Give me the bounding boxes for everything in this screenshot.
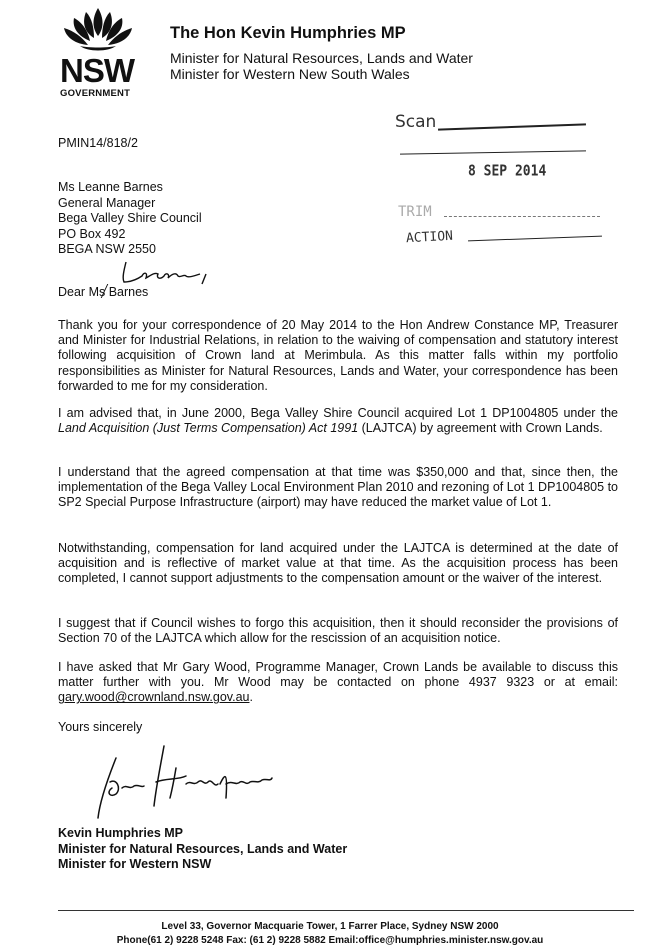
body-paragraph-1: Thank you for your correspondence of 20 May 2014 to the Hon Andrew Constance MP, Treasurer and Minister for Industrial Relations, in relation to the waiving of compensation and statutory interest following acquisition of Crown land at Merimbula. As this matter falls within my portfolio responsibilities as Minister for Natural Resources, Lands and Water, your correspondence has been forwarded to me for my consideration. <box>58 318 618 393</box>
body-paragraph-5: I suggest that if Council wishes to forgo this acquisition, then it should reconsider the provisions of Section 70 of the LAJTCA which allow for the rescission of an acquisition notice. <box>58 616 618 646</box>
recipient-title: General Manager <box>58 195 156 210</box>
body-paragraph-6: I have asked that Mr Gary Wood, Programme Manager, Crown Lands be available to discuss this matter further with you. Mr Wood may be contacted on phone 4937 9323 or at email: gary.wood@crownland.nsw.gov.au. <box>58 660 618 705</box>
salutation: Dear Ms Barnes <box>58 285 149 299</box>
body-paragraph-3: I understand that the agreed compensation at that time was $350,000 and that, since then, the implementation of the Bega Valley Local Environment Plan 2010 and rezoning of Lot 1 DP1004805 to SP2 Special Purpose Infrastructure (airport) may have reduced the market value of Lot 1. <box>58 465 618 510</box>
handwritten-signature <box>86 738 306 828</box>
reference-number: PMIN14/818/2 <box>58 136 138 150</box>
handwritten-leanne-annotation <box>116 258 226 288</box>
footer-contact: Phone(61 2) 9228 5248 Fax: (61 2) 9228 5882 Email:office@humphries.minister.nsw.gov.au <box>116 935 544 946</box>
minister-name: The Hon Kevin Humphries MP <box>170 24 406 42</box>
received-stamp <box>392 108 622 248</box>
logo-wordmark: NSW <box>60 52 134 89</box>
body-paragraph-4: Notwithstanding, compensation for land acquired under the LAJTCA is determined at the date of acquisition and is reflective of market value at that time. As the acquisition process has been completed, I cannot support adjustments to the compensation amount or the waiver of the interest. <box>58 541 618 586</box>
stamp-date: 8 SEP 2014 <box>468 162 547 181</box>
portfolio-line-2: Minister for Western New South Wales <box>170 66 410 82</box>
waratah-icon <box>58 6 138 56</box>
recipient-address <box>58 180 202 258</box>
stamp-trim-label: TRIM <box>398 204 432 220</box>
logo-subtitle: GOVERNMENT <box>60 88 131 99</box>
signatory-name: Kevin Humphries MP <box>58 826 184 840</box>
recipient-town: BEGA NSW 2550 <box>58 242 156 256</box>
footer-address: Level 33, Governor Macquarie Tower, 1 Farrer Place, Sydney NSW 2000 <box>161 921 499 932</box>
recipient-name: Ms Leanne Barnes <box>58 180 163 194</box>
stamp-blank-line <box>400 150 586 154</box>
footer-divider <box>58 910 634 911</box>
stamp-scan-label: Scan <box>395 112 437 132</box>
nsw-government-logo <box>58 6 138 98</box>
signature-block <box>58 826 347 873</box>
stamp-trim-line <box>444 216 600 217</box>
recipient-po-box: PO Box 492 <box>58 226 126 241</box>
stamp-action-line <box>468 236 602 242</box>
closing: Yours sincerely <box>58 720 143 734</box>
portfolio-line-1: Minister for Natural Resources, Lands and Water <box>170 50 473 66</box>
act-title: Land Acquisition (Just Terms Compensation) Act 1991 <box>58 421 359 436</box>
stamp-scan-line <box>438 123 586 130</box>
signatory-role-1: Minister for Natural Resources, Lands and Water <box>58 841 348 856</box>
stamp-action-label: ACTION <box>405 228 454 247</box>
body-paragraph-2: I am advised that, in June 2000, Bega Valley Shire Council acquired Lot 1 DP1004805 under the Land Acquisition (Just Terms Compensation) Act 1991 (LAJTCA) by agreement with Crown Lands. <box>58 406 618 436</box>
recipient-organisation: Bega Valley Shire Council <box>58 211 202 225</box>
email-link[interactable]: gary.wood@crownland.nsw.gov.au <box>58 690 250 705</box>
signatory-role-2: Minister for Western NSW <box>58 857 212 871</box>
